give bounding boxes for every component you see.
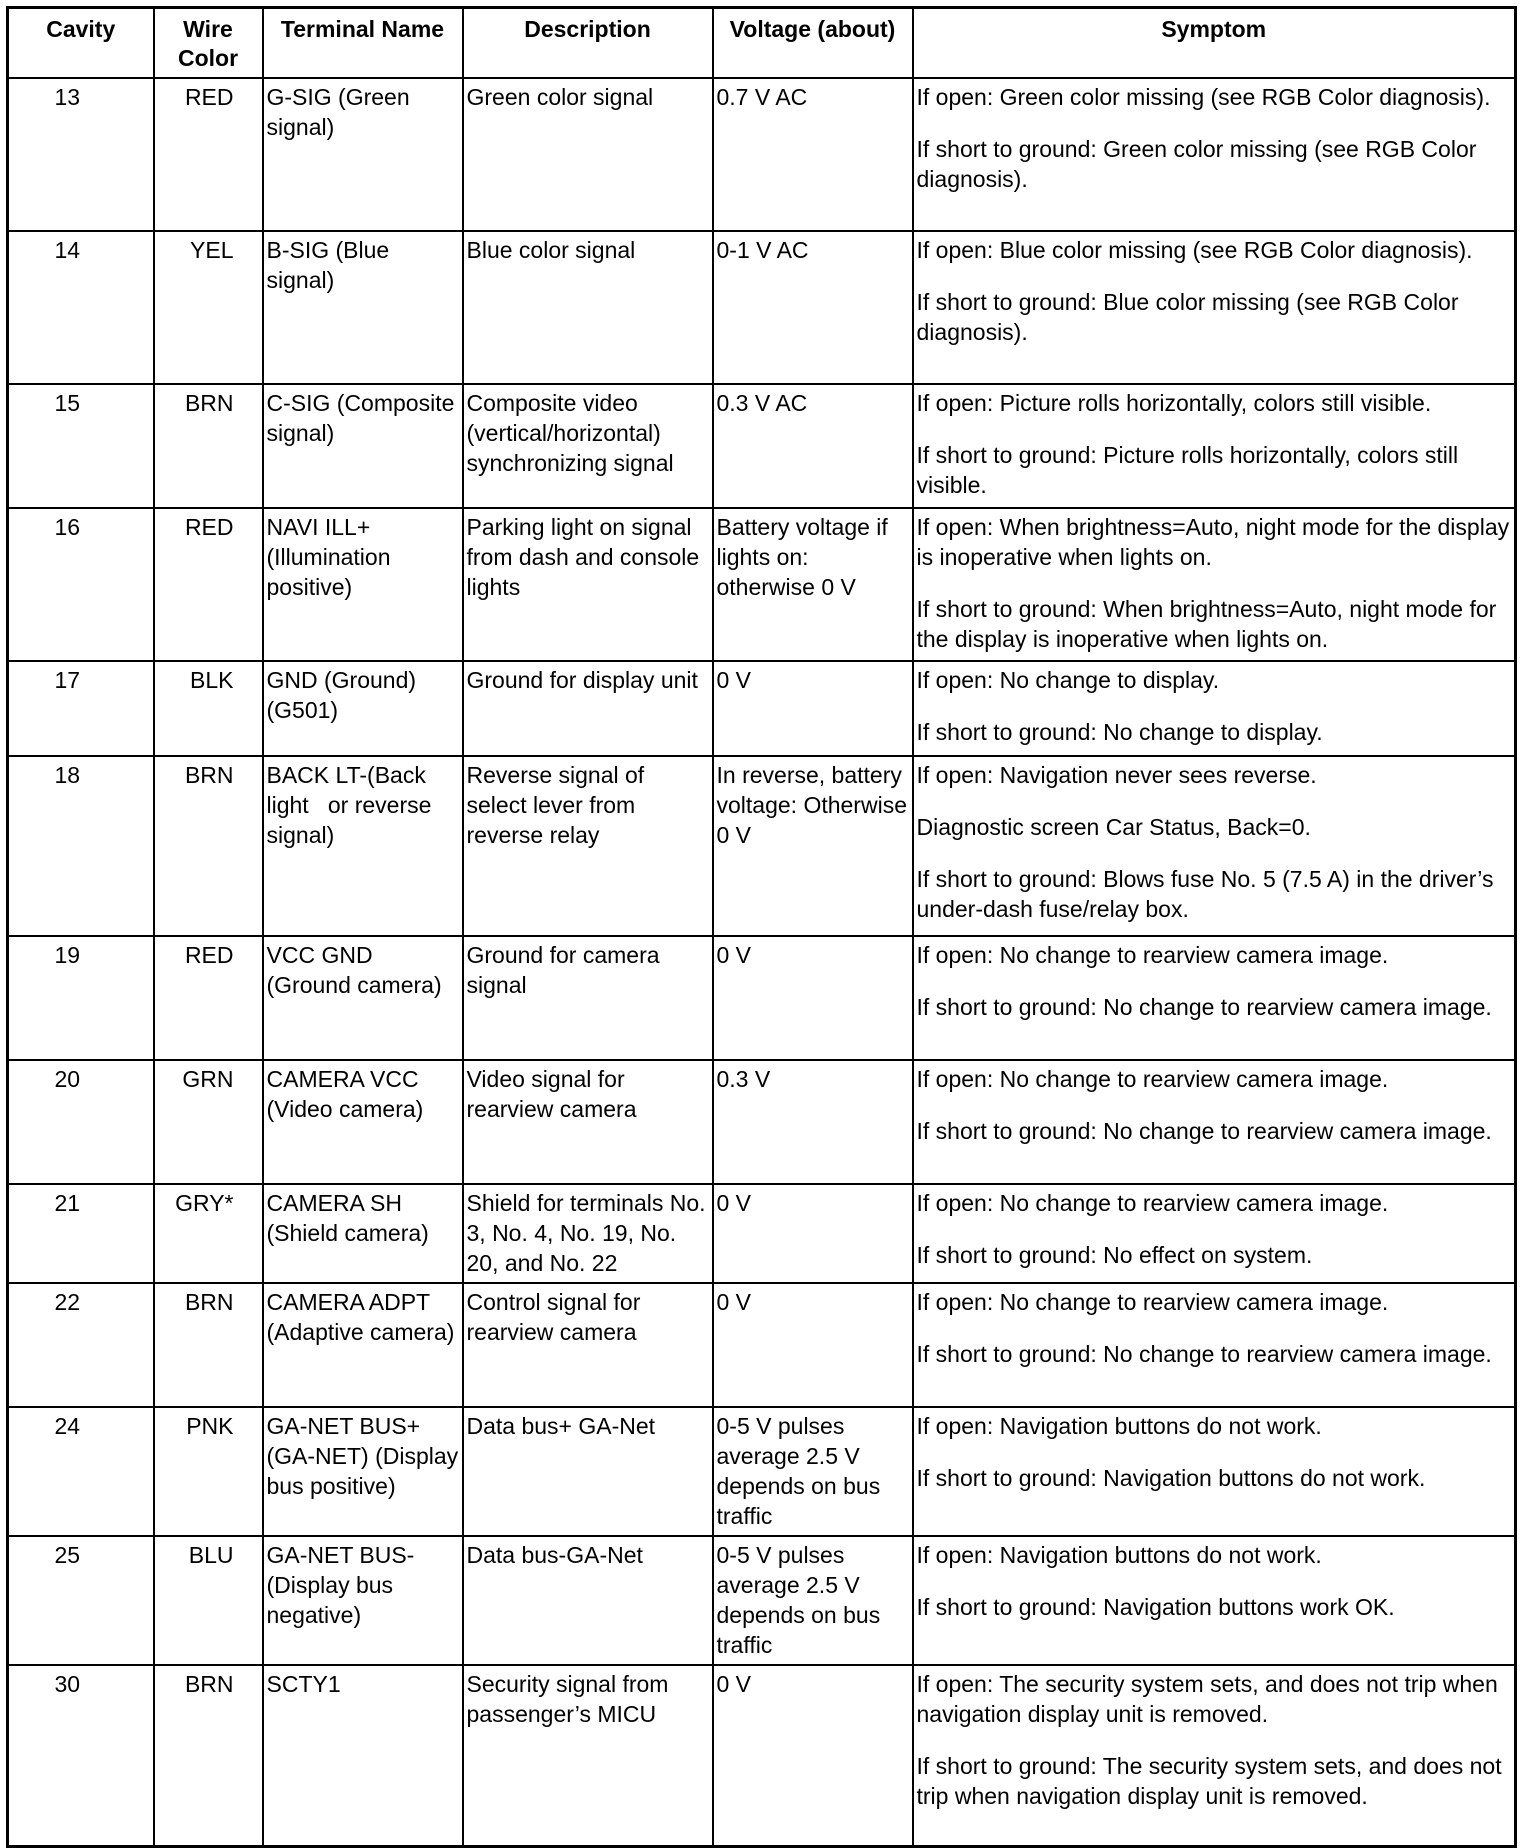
symptom-open: If open: Navigation buttons do not work. [916, 1413, 1322, 1439]
symptom-open: If open: No change to rearview camera image. [916, 1190, 1389, 1216]
cavity-cell: 22 [8, 1283, 154, 1407]
symptom-short: If short to ground: Blows fuse No. 5 (7.5 A) in the driver’s under-dash fuse/relay box. [916, 866, 1494, 922]
symptom-cell [913, 1184, 1516, 1283]
cavity-cell: 21 [8, 1184, 154, 1283]
cavity-cell: 19 [8, 936, 154, 1060]
symptom-open: If open: Navigation never sees reverse. [916, 762, 1317, 788]
voltage-cell: 0.3 V [713, 1060, 913, 1184]
terminal-name-cell: GA-NET BUS-(Display bus negative) [263, 1536, 463, 1665]
voltage-cell: Battery voltage if lights on: otherwise 0 V [713, 508, 913, 661]
cavity-cell: 16 [8, 508, 154, 661]
terminal-name-cell: GA-NET BUS+ (GA-NET) (Display bus positive) [263, 1407, 463, 1536]
symptom-open: If open: No change to display. [916, 667, 1220, 693]
table-row [8, 1184, 1516, 1283]
voltage-cell: In reverse, battery voltage: Otherwise 0 V [713, 756, 913, 936]
wire-color-cell: BLU [154, 1536, 263, 1665]
symptom-open: If open: The security system sets, and does not trip when navigation display unit is removed. [916, 1671, 1498, 1727]
symptom-cell [913, 1283, 1516, 1407]
symptom-open: If open: Green color missing (see RGB Color diagnosis). [916, 84, 1491, 110]
wire-color-cell: YEL [154, 231, 263, 384]
table-row [8, 756, 1516, 936]
description-cell: Green color signal [463, 78, 713, 231]
symptom-short: If short to ground: No change to rearview camera image. [916, 1118, 1492, 1144]
voltage-cell: 0.3 V AC [713, 384, 913, 508]
terminal-name-cell: G-SIG (Green signal) [263, 78, 463, 231]
symptom-short: If short to ground: When brightness=Auto, night mode for the display is inoperative when lights on. [916, 596, 1497, 652]
wire-color-cell: BRN [154, 1665, 263, 1847]
cavity-cell: 18 [8, 756, 154, 936]
terminal-name-cell: C-SIG (Composite signal) [263, 384, 463, 508]
wire-color-cell: BLK [154, 661, 263, 756]
symptom-cell [913, 756, 1516, 936]
symptom-cell [913, 508, 1516, 661]
table-row [8, 1407, 1516, 1536]
table-row [8, 661, 1516, 756]
terminal-name-cell: B-SIG (Blue signal) [263, 231, 463, 384]
wire-color-cell: RED [154, 936, 263, 1060]
wire-color-cell: PNK [154, 1407, 263, 1536]
description-cell: Ground for display unit [463, 661, 713, 756]
symptom-open: If open: No change to rearview camera image. [916, 942, 1389, 968]
terminal-name-cell: CAMERA ADPT (Adaptive camera) [263, 1283, 463, 1407]
table-row [8, 508, 1516, 661]
symptom-open: If open: No change to rearview camera image. [916, 1066, 1389, 1092]
header-terminal-name: Terminal Name [263, 8, 463, 79]
symptom-open: If open: No change to rearview camera image. [916, 1289, 1389, 1315]
description-cell: Security signal from passenger’s MICU [463, 1665, 713, 1847]
terminal-name-cell: CAMERA SH (Shield camera) [263, 1184, 463, 1283]
description-cell: Data bus+ GA-Net [463, 1407, 713, 1536]
description-cell: Shield for terminals No. 3, No. 4, No. 19, No. 20, and No. 22 [463, 1184, 713, 1283]
table-row [8, 1665, 1516, 1847]
symptom-short: If short to ground: No change to rearview camera image. [916, 994, 1492, 1020]
table-header-row [8, 8, 1516, 79]
symptom-cell [913, 231, 1516, 384]
symptom-cell [913, 1536, 1516, 1665]
symptom-short: If short to ground: No change to display. [916, 719, 1323, 745]
terminal-name-cell: GND (Ground) (G501) [263, 661, 463, 756]
cavity-cell: 25 [8, 1536, 154, 1665]
wire-color-cell: BRN [154, 384, 263, 508]
symptom-cell [913, 661, 1516, 756]
terminal-name-cell: SCTY1 [263, 1665, 463, 1847]
header-cavity: Cavity [8, 8, 154, 79]
terminal-name-cell: BACK LT-(Back light or reverse signal) [263, 756, 463, 936]
terminal-name-cell: NAVI ILL+ (Illumination positive) [263, 508, 463, 661]
symptom-short: If short to ground: The security system sets, and does not trip when navigation display unit is removed. [916, 1753, 1502, 1809]
symptom-short: If short to ground: Blue color missing (see RGB Color diagnosis). [916, 289, 1459, 345]
cavity-cell: 15 [8, 384, 154, 508]
symptom-cell [913, 936, 1516, 1060]
header-description: Description [463, 8, 713, 79]
symptom-open: If open: When brightness=Auto, night mode for the display is inoperative when lights on. [916, 514, 1510, 570]
symptom-short: If short to ground: Green color missing (see RGB Color diagnosis). [916, 136, 1477, 192]
cavity-cell: 17 [8, 661, 154, 756]
symptom-short: If short to ground: Navigation buttons do not work. [916, 1465, 1426, 1491]
symptom-open: If open: Blue color missing (see RGB Color diagnosis). [916, 237, 1473, 263]
table-row [8, 231, 1516, 384]
symptom-short: If short to ground: Picture rolls horizontally, colors still visible. [916, 442, 1459, 498]
voltage-cell: 0-5 V pulses average 2.5 V depends on bus traffic [713, 1407, 913, 1536]
symptom-diagnostic: Diagnostic screen Car Status, Back=0. [916, 814, 1311, 840]
table-row [8, 936, 1516, 1060]
symptom-short: If short to ground: Navigation buttons work OK. [916, 1594, 1395, 1620]
wire-color-cell: GRN [154, 1060, 263, 1184]
symptom-cell [913, 384, 1516, 508]
voltage-cell: 0 V [713, 936, 913, 1060]
symptom-cell [913, 78, 1516, 231]
symptom-cell [913, 1407, 1516, 1536]
cavity-cell: 13 [8, 78, 154, 231]
wire-color-cell: RED [154, 508, 263, 661]
table-row [8, 384, 1516, 508]
wire-color-cell: BRN [154, 756, 263, 936]
symptom-open: If open: Navigation buttons do not work. [916, 1542, 1322, 1568]
voltage-cell: 0.7 V AC [713, 78, 913, 231]
voltage-cell: 0 V [713, 661, 913, 756]
voltage-cell: 0 V [713, 1184, 913, 1283]
cavity-cell: 30 [8, 1665, 154, 1847]
description-cell: Ground for camera signal [463, 936, 713, 1060]
wire-color-cell: GRY* [154, 1184, 263, 1283]
terminal-name-cell: CAMERA VCC (Video camera) [263, 1060, 463, 1184]
voltage-cell: 0-5 V pulses average 2.5 V depends on bus traffic [713, 1536, 913, 1665]
table-row [8, 78, 1516, 231]
table-row [8, 1536, 1516, 1665]
description-cell: Data bus-GA-Net [463, 1536, 713, 1665]
description-cell: Control signal for rearview camera [463, 1283, 713, 1407]
symptom-cell [913, 1665, 1516, 1847]
symptom-short: If short to ground: No change to rearview camera image. [916, 1341, 1492, 1367]
header-symptom: Symptom [913, 8, 1516, 79]
cavity-cell: 24 [8, 1407, 154, 1536]
symptom-open: If open: Picture rolls horizontally, colors still visible. [916, 390, 1432, 416]
description-cell: Composite video (vertical/horizontal) synchronizing signal [463, 384, 713, 508]
header-wire-color: Wire Color [154, 8, 263, 79]
description-cell: Video signal for rearview camera [463, 1060, 713, 1184]
voltage-cell: 0 V [713, 1665, 913, 1847]
symptom-cell [913, 1060, 1516, 1184]
terminal-table [6, 6, 1517, 1848]
description-cell: Blue color signal [463, 231, 713, 384]
wire-color-cell: RED [154, 78, 263, 231]
voltage-cell: 0-1 V AC [713, 231, 913, 384]
table-row [8, 1283, 1516, 1407]
cavity-cell: 20 [8, 1060, 154, 1184]
description-cell: Parking light on signal from dash and console lights [463, 508, 713, 661]
description-cell: Reverse signal of select lever from reverse relay [463, 756, 713, 936]
symptom-short: If short to ground: No effect on system. [916, 1242, 1313, 1268]
terminal-name-cell: VCC GND (Ground camera) [263, 936, 463, 1060]
cavity-cell: 14 [8, 231, 154, 384]
table-row [8, 1060, 1516, 1184]
header-voltage: Voltage (about) [713, 8, 913, 79]
terminal-table-sheet [6, 6, 1514, 1848]
voltage-cell: 0 V [713, 1283, 913, 1407]
wire-color-cell: BRN [154, 1283, 263, 1407]
